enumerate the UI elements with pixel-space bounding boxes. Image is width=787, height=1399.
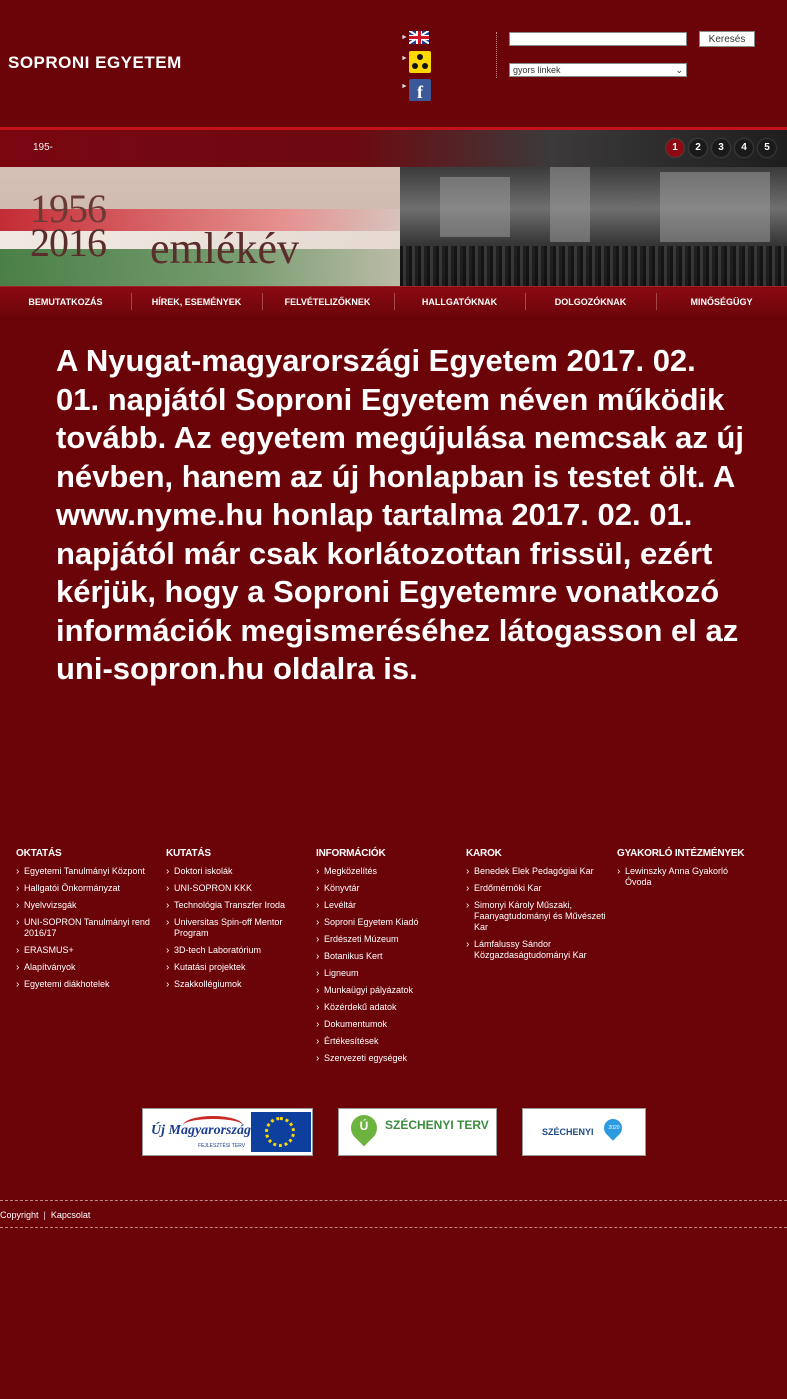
footer-link[interactable]: › Levéltár bbox=[316, 900, 461, 911]
slide-dot-4[interactable]: 4 bbox=[735, 139, 753, 157]
szechenyi-terv-mark: Ú bbox=[359, 1119, 369, 1133]
slide-dot-1[interactable]: 1 bbox=[666, 139, 684, 157]
nav-item-hirek[interactable]: HÍREK, ESEMÉNYEK bbox=[151, 297, 242, 307]
footer-link[interactable]: › Lámfalussy Sándor Közgazdaságtudományi Kar bbox=[466, 939, 611, 961]
nav-item-felvetelizoknek[interactable]: FELVÉTELIZŐKNEK bbox=[284, 297, 371, 307]
slide-dot-3[interactable]: 3 bbox=[712, 139, 730, 157]
copyright-link[interactable]: Copyright bbox=[0, 1210, 39, 1220]
footer-link[interactable]: › 3D-tech Laboratórium bbox=[166, 945, 311, 956]
szechenyi-terv-text: SZÉCHENYI TERV bbox=[385, 1118, 489, 1132]
uj-magyarorszag-subtext: FEJLESZTÉSI TERV bbox=[198, 1143, 246, 1149]
footer-column-title: GYAKORLÓ INTÉZMÉNYEK bbox=[617, 848, 745, 859]
footer-link[interactable]: › Munkaügyi pályázatok bbox=[316, 985, 461, 996]
footer-link[interactable]: › Benedek Elek Pedagógiai Kar bbox=[466, 866, 611, 877]
uj-magyarorszag-text: Új Magyarország bbox=[151, 1123, 251, 1138]
footer-column-karok bbox=[466, 848, 611, 967]
footer-link[interactable]: › ERASMUS+ bbox=[16, 945, 161, 956]
copyright-bar: Copyright | Kapcsolat bbox=[0, 1210, 91, 1220]
header-divider bbox=[496, 32, 497, 78]
contact-link[interactable]: Kapcsolat bbox=[50, 1210, 91, 1220]
banner-year-bottom: 2016 bbox=[30, 220, 106, 265]
footer-link[interactable]: › Egyetemi Tanulmányi Központ bbox=[16, 866, 161, 877]
footer-link[interactable]: › Simonyi Károly Műszaki, Faanyagtudományi és Művészeti Kar bbox=[466, 900, 611, 933]
footer-link[interactable]: › Értékesítések bbox=[316, 1036, 461, 1047]
banner-caption-bar bbox=[0, 127, 787, 167]
footer-link[interactable]: › Dokumentumok bbox=[316, 1019, 461, 1030]
footer-link[interactable]: › Közérdekű adatok bbox=[316, 1002, 461, 1013]
quick-links-selected: gyors linkek bbox=[513, 65, 561, 75]
footer-link[interactable]: › Szervezeti egységek bbox=[316, 1053, 461, 1064]
footer-link[interactable]: › Nyelvvizsgák bbox=[16, 900, 161, 911]
bullet-arrow-icon: ► bbox=[401, 83, 408, 90]
footer-link[interactable]: › Ligneum bbox=[316, 968, 461, 979]
bullet-arrow-icon: ► bbox=[401, 55, 408, 62]
footer-link[interactable]: › Könyvtár bbox=[316, 883, 461, 894]
szechenyi-2020-year: 2020 bbox=[608, 1125, 620, 1131]
footer-link[interactable]: › Lewinszky Anna Gyakorló Óvoda bbox=[617, 866, 752, 888]
footer-column-kutatas bbox=[166, 848, 311, 996]
footer-link[interactable]: › Universitas Spin-off Mentor Program bbox=[166, 917, 311, 939]
banner-title: emlékév bbox=[150, 224, 300, 273]
nav-item-bemutatkozas[interactable]: BEMUTATKOZÁS bbox=[28, 297, 103, 307]
site-logo[interactable]: SOPRONI EGYETEM bbox=[8, 53, 182, 72]
transition-notice: A Nyugat-magyarországi Egyetem 2017. 02. 01. napjától Soproni Egyetem néven működik tovább. Az egyetem megújulása nemcsak az új névben, hanem az új honlapban is testet ölt. A www.nyme.hu honlap tartalma 2017. 02. 01. napjától már csak korlátozottan frissül, ezért kérjük, hogy a Soproni Egyetemre vonatkozó információk megismeréséhez látogasson el az uni-sopron.hu oldalra is. bbox=[56, 343, 744, 686]
footer-column-informaciok bbox=[316, 848, 461, 1070]
footer-divider-bottom bbox=[0, 1227, 787, 1228]
chevron-down-icon: ⌄ bbox=[675, 65, 683, 75]
banner-slider bbox=[0, 127, 787, 286]
quick-links-select[interactable] bbox=[509, 63, 687, 77]
facebook-link[interactable] bbox=[401, 79, 441, 103]
footer-link[interactable]: › Hallgatói Önkormányzat bbox=[16, 883, 161, 894]
banner-year-top: 1956 bbox=[30, 186, 106, 231]
accessibility-link[interactable] bbox=[401, 51, 441, 75]
slide-dot-2[interactable]: 2 bbox=[689, 139, 707, 157]
szechenyi-2020-text: SZÉCHENYI bbox=[542, 1127, 594, 1137]
footer-column-title: INFORMÁCIÓK bbox=[316, 848, 386, 859]
nav-item-minosegugy[interactable]: MINŐSÉGÜGY bbox=[690, 297, 753, 307]
footer-link[interactable]: › Erdészeti Múzeum bbox=[316, 934, 461, 945]
footer-link[interactable]: › Alapítványok bbox=[16, 962, 161, 973]
uk-flag-icon[interactable] bbox=[409, 31, 429, 44]
footer-column-title: OKTATÁS bbox=[16, 848, 62, 859]
szechenyi-2020-logo[interactable] bbox=[522, 1108, 646, 1156]
nav-item-hallgatoknak[interactable]: HALLGATÓKNAK bbox=[421, 297, 498, 307]
bullet-arrow-icon: ► bbox=[401, 34, 408, 41]
facebook-icon[interactable]: f bbox=[409, 79, 431, 101]
blind-accessibility-icon[interactable] bbox=[409, 51, 431, 73]
szechenyi-terv-logo[interactable] bbox=[338, 1108, 497, 1156]
search-input[interactable] bbox=[509, 32, 687, 46]
search-button[interactable]: Keresés bbox=[699, 31, 755, 47]
footer-divider-top bbox=[0, 1200, 787, 1201]
footer-column-title: KUTATÁS bbox=[166, 848, 211, 859]
footer-column-title: KAROK bbox=[466, 848, 502, 859]
footer-link[interactable]: › Technológia Transzfer Iroda bbox=[166, 900, 311, 911]
footer-link[interactable]: › UNI-SOPRON KKK bbox=[166, 883, 311, 894]
slide-dot-5[interactable]: 5 bbox=[758, 139, 776, 157]
footer-link[interactable]: › Kutatási projektek bbox=[166, 962, 311, 973]
footer-link[interactable]: › UNI-SOPRON Tanulmányi rend 2016/17 bbox=[16, 917, 161, 939]
footer-column-oktatas bbox=[16, 848, 161, 996]
eu-flag-icon bbox=[251, 1112, 311, 1152]
footer-link[interactable]: › Egyetemi diákhotelek bbox=[16, 979, 161, 990]
footer-column-gyakorlo-intezmenyek bbox=[617, 848, 752, 894]
footer-link[interactable]: › Soproni Egyetem Kiadó bbox=[316, 917, 461, 928]
footer-link[interactable]: › Botanikus Kert bbox=[316, 951, 461, 962]
banner-historic-photo[interactable] bbox=[400, 167, 787, 286]
footer-link[interactable]: › Doktori iskolák bbox=[166, 866, 311, 877]
slide-caption: 195- bbox=[33, 142, 54, 153]
uj-magyarorszag-logo[interactable] bbox=[142, 1108, 313, 1156]
footer-link[interactable]: › Erdőmérnöki Kar bbox=[466, 883, 611, 894]
footer-link[interactable]: › Megközelítés bbox=[316, 866, 461, 877]
nav-item-dolgozoknak[interactable]: DOLGOZÓKNAK bbox=[554, 297, 627, 307]
main-navigation bbox=[0, 286, 787, 316]
footer-link[interactable]: › Szakkollégiumok bbox=[166, 979, 311, 990]
